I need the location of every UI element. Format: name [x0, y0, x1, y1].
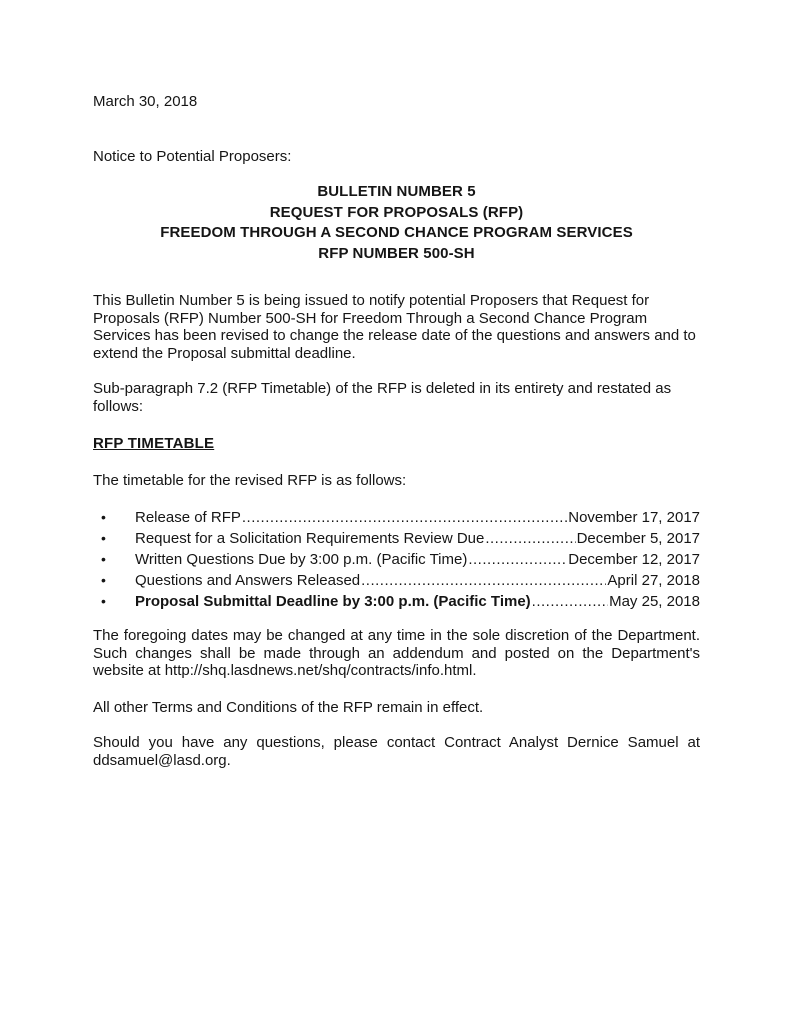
title-block [93, 182, 700, 264]
timetable-date: April 27, 2018 [607, 572, 700, 589]
title-line-bulletin-number: BULLETIN NUMBER 5 [317, 183, 476, 200]
section-heading-rfp-timetable: RFP TIMETABLE [93, 435, 215, 452]
bullet-icon: • [101, 593, 106, 609]
timetable-date: December 12, 2017 [568, 551, 700, 568]
timetable-date: November 17, 2017 [568, 509, 700, 526]
bulletin-letter [93, 93, 700, 769]
timetable-label: Release of RFP [135, 509, 241, 526]
timetable-label: Request for a Solicitation Requirements Review Due [135, 530, 485, 547]
timetable-label: Proposal Submittal Deadline by 3:00 p.m. (Pacific Time) [135, 593, 531, 610]
bullet-icon: • [101, 551, 106, 567]
timetable-list [93, 507, 700, 612]
dot-leader [468, 549, 567, 570]
timetable-row-release [93, 507, 700, 528]
timetable-row-proposal-deadline [93, 591, 700, 612]
title-line-rfp: REQUEST FOR PROPOSALS (RFP) [269, 203, 524, 221]
timetable-date: May 25, 2018 [609, 593, 700, 610]
timetable-row-solicitation-review [93, 528, 700, 549]
dot-leader [361, 570, 606, 591]
dot-leader [485, 528, 575, 549]
timetable-row-questions-answers [93, 570, 700, 591]
bullet-icon: • [101, 530, 106, 546]
title-line-rfp-number: RFP NUMBER 500-SH [318, 244, 475, 262]
paragraph-dates-notice: The foregoing dates may be changed at any time in the sole discretion of the Department. Such changes shall be made through an addendum and posted on the Department's website at http://shq.lasdnews.net/shq/contracts/info.html. [93, 627, 700, 679]
timetable-date: December 5, 2017 [576, 530, 700, 547]
title-line-program-name: FREEDOM THROUGH A SECOND CHANCE PROGRAM SERVICES [160, 224, 633, 241]
paragraph-intro: This Bulletin Number 5 is being issued to notify potential Proposers that Request for Proposals (RFP) Number 500-SH for Freedom Through a Second Chance Program Services has been revised to change the release date of the questions and answers and to extend the Proposal submittal deadline. [93, 292, 696, 362]
date-line: March 30, 2018 [93, 93, 198, 110]
timetable-row-written-questions [93, 549, 700, 570]
salutation: Notice to Potential Proposers: [93, 147, 292, 165]
timetable-label: Questions and Answers Released [135, 572, 361, 589]
dot-leader [532, 591, 608, 612]
paragraph-contact: Should you have any questions, please contact Contract Analyst Dernice Samuel at ddsamuel@lasd.org. [93, 734, 700, 769]
paragraph-terms: All other Terms and Conditions of the RFP remain in effect. [93, 698, 484, 716]
timetable-intro: The timetable for the revised RFP is as follows: [93, 471, 407, 489]
bullet-icon: • [101, 572, 106, 588]
timetable-label: Written Questions Due by 3:00 p.m. (Pacific Time) [135, 551, 468, 568]
bullet-icon: • [101, 509, 106, 525]
dot-leader [242, 507, 567, 528]
paragraph-subparagraph: Sub-paragraph 7.2 (RFP Timetable) of the RFP is deleted in its entirety and restated as follows: [93, 380, 672, 415]
